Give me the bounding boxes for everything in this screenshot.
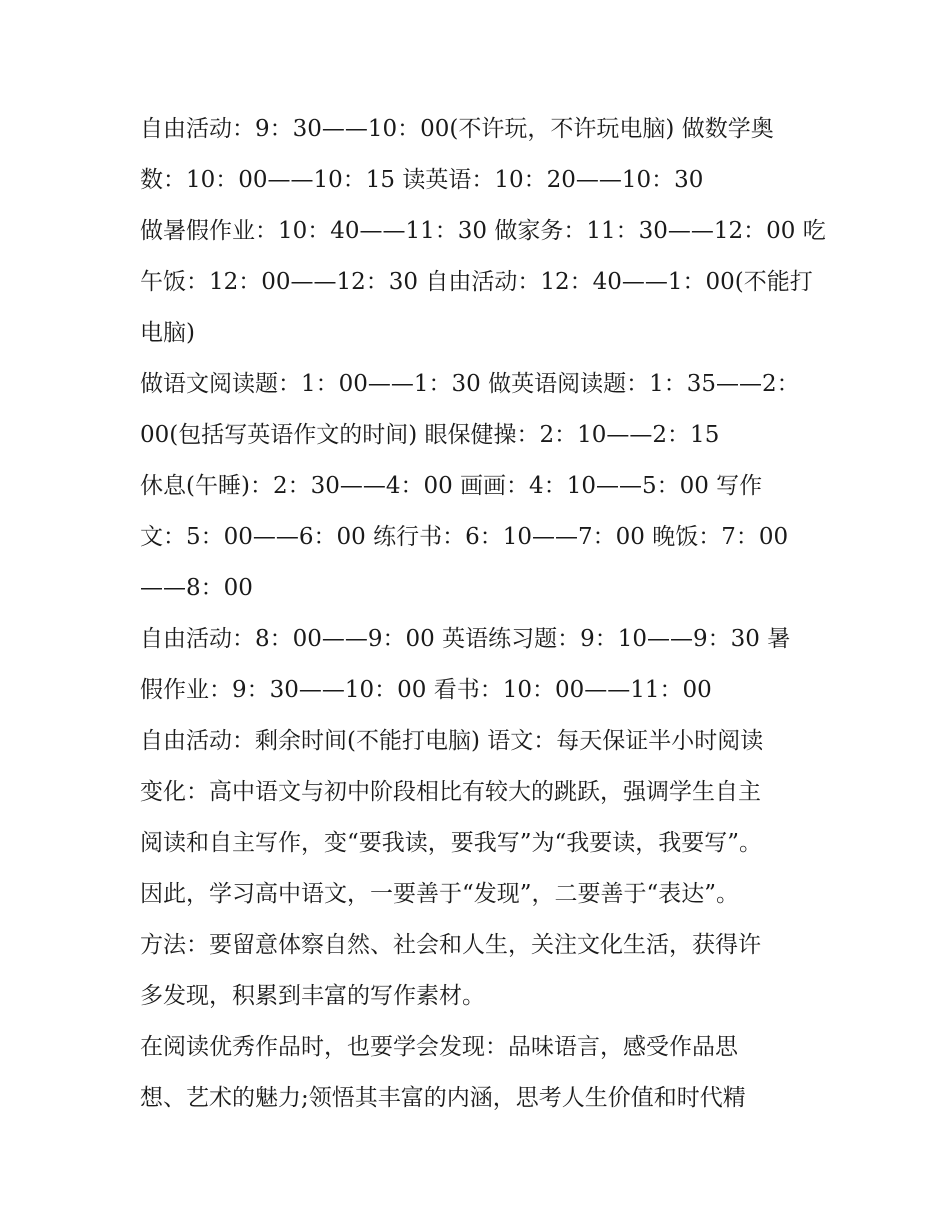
text-line: 假作业：9：30——10：00 看书：10：00——11：00 [140, 677, 712, 703]
text-line: 想、艺术的魅力;领悟其丰富的内涵，思考人生价值和时代精 [140, 1085, 746, 1111]
text-line: ——8：00 [140, 575, 253, 601]
text-line: 因此，学习高中语文，一要善于“发现”，二要善于“表达”。 [140, 881, 740, 907]
text-line: 阅读和自主写作，变“要我读，要我写”为“我要读，我要写”。 [140, 830, 763, 856]
text-line: 做暑假作业：10：40——11：30 做家务：11：30——12：00 吃 [140, 218, 826, 244]
text-line: 多发现，积累到丰富的写作素材。 [140, 983, 485, 1009]
text-line: 休息(午睡)：2：30——4：00 画画：4：10——5：00 写作 [140, 473, 763, 499]
text-line: 文：5：00——6：00 练行书：6：10——7：00 晚饭：7：00 [140, 524, 789, 550]
text-line: 做语文阅读题：1：00——1：30 做英语阅读题：1：35——2： [140, 371, 800, 397]
text-line: 方法：要留意体察自然、社会和人生，关注文化生活，获得许 [140, 932, 761, 958]
text-line: 午饭：12：00——12：30 自由活动：12：40——1：00(不能打 [140, 269, 813, 295]
text-line: 自由活动：剩余时间(不能打电脑) 语文：每天保证半小时阅读 [140, 728, 764, 754]
text-line: 00(包括写英语作文的时间) 眼保健操：2：10——2：15 [140, 422, 720, 448]
text-line: 数：10：00——10：15 读英语：10：20——10：30 [140, 167, 704, 193]
text-line: 在阅读优秀作品时，也要学会发现：品味语言，感受作品思 [140, 1034, 738, 1060]
body-text [140, 104, 830, 1124]
text-line: 电脑) [140, 320, 195, 346]
text-line: 自由活动：8：00——9：00 英语练习题：9：10——9：30 暑 [140, 626, 791, 652]
text-line: 变化：高中语文与初中阶段相比有较大的跳跃，强调学生自主 [140, 779, 761, 805]
text-line: 自由活动：9：30——10：00(不许玩，不许玩电脑) 做数学奥 [140, 116, 774, 142]
